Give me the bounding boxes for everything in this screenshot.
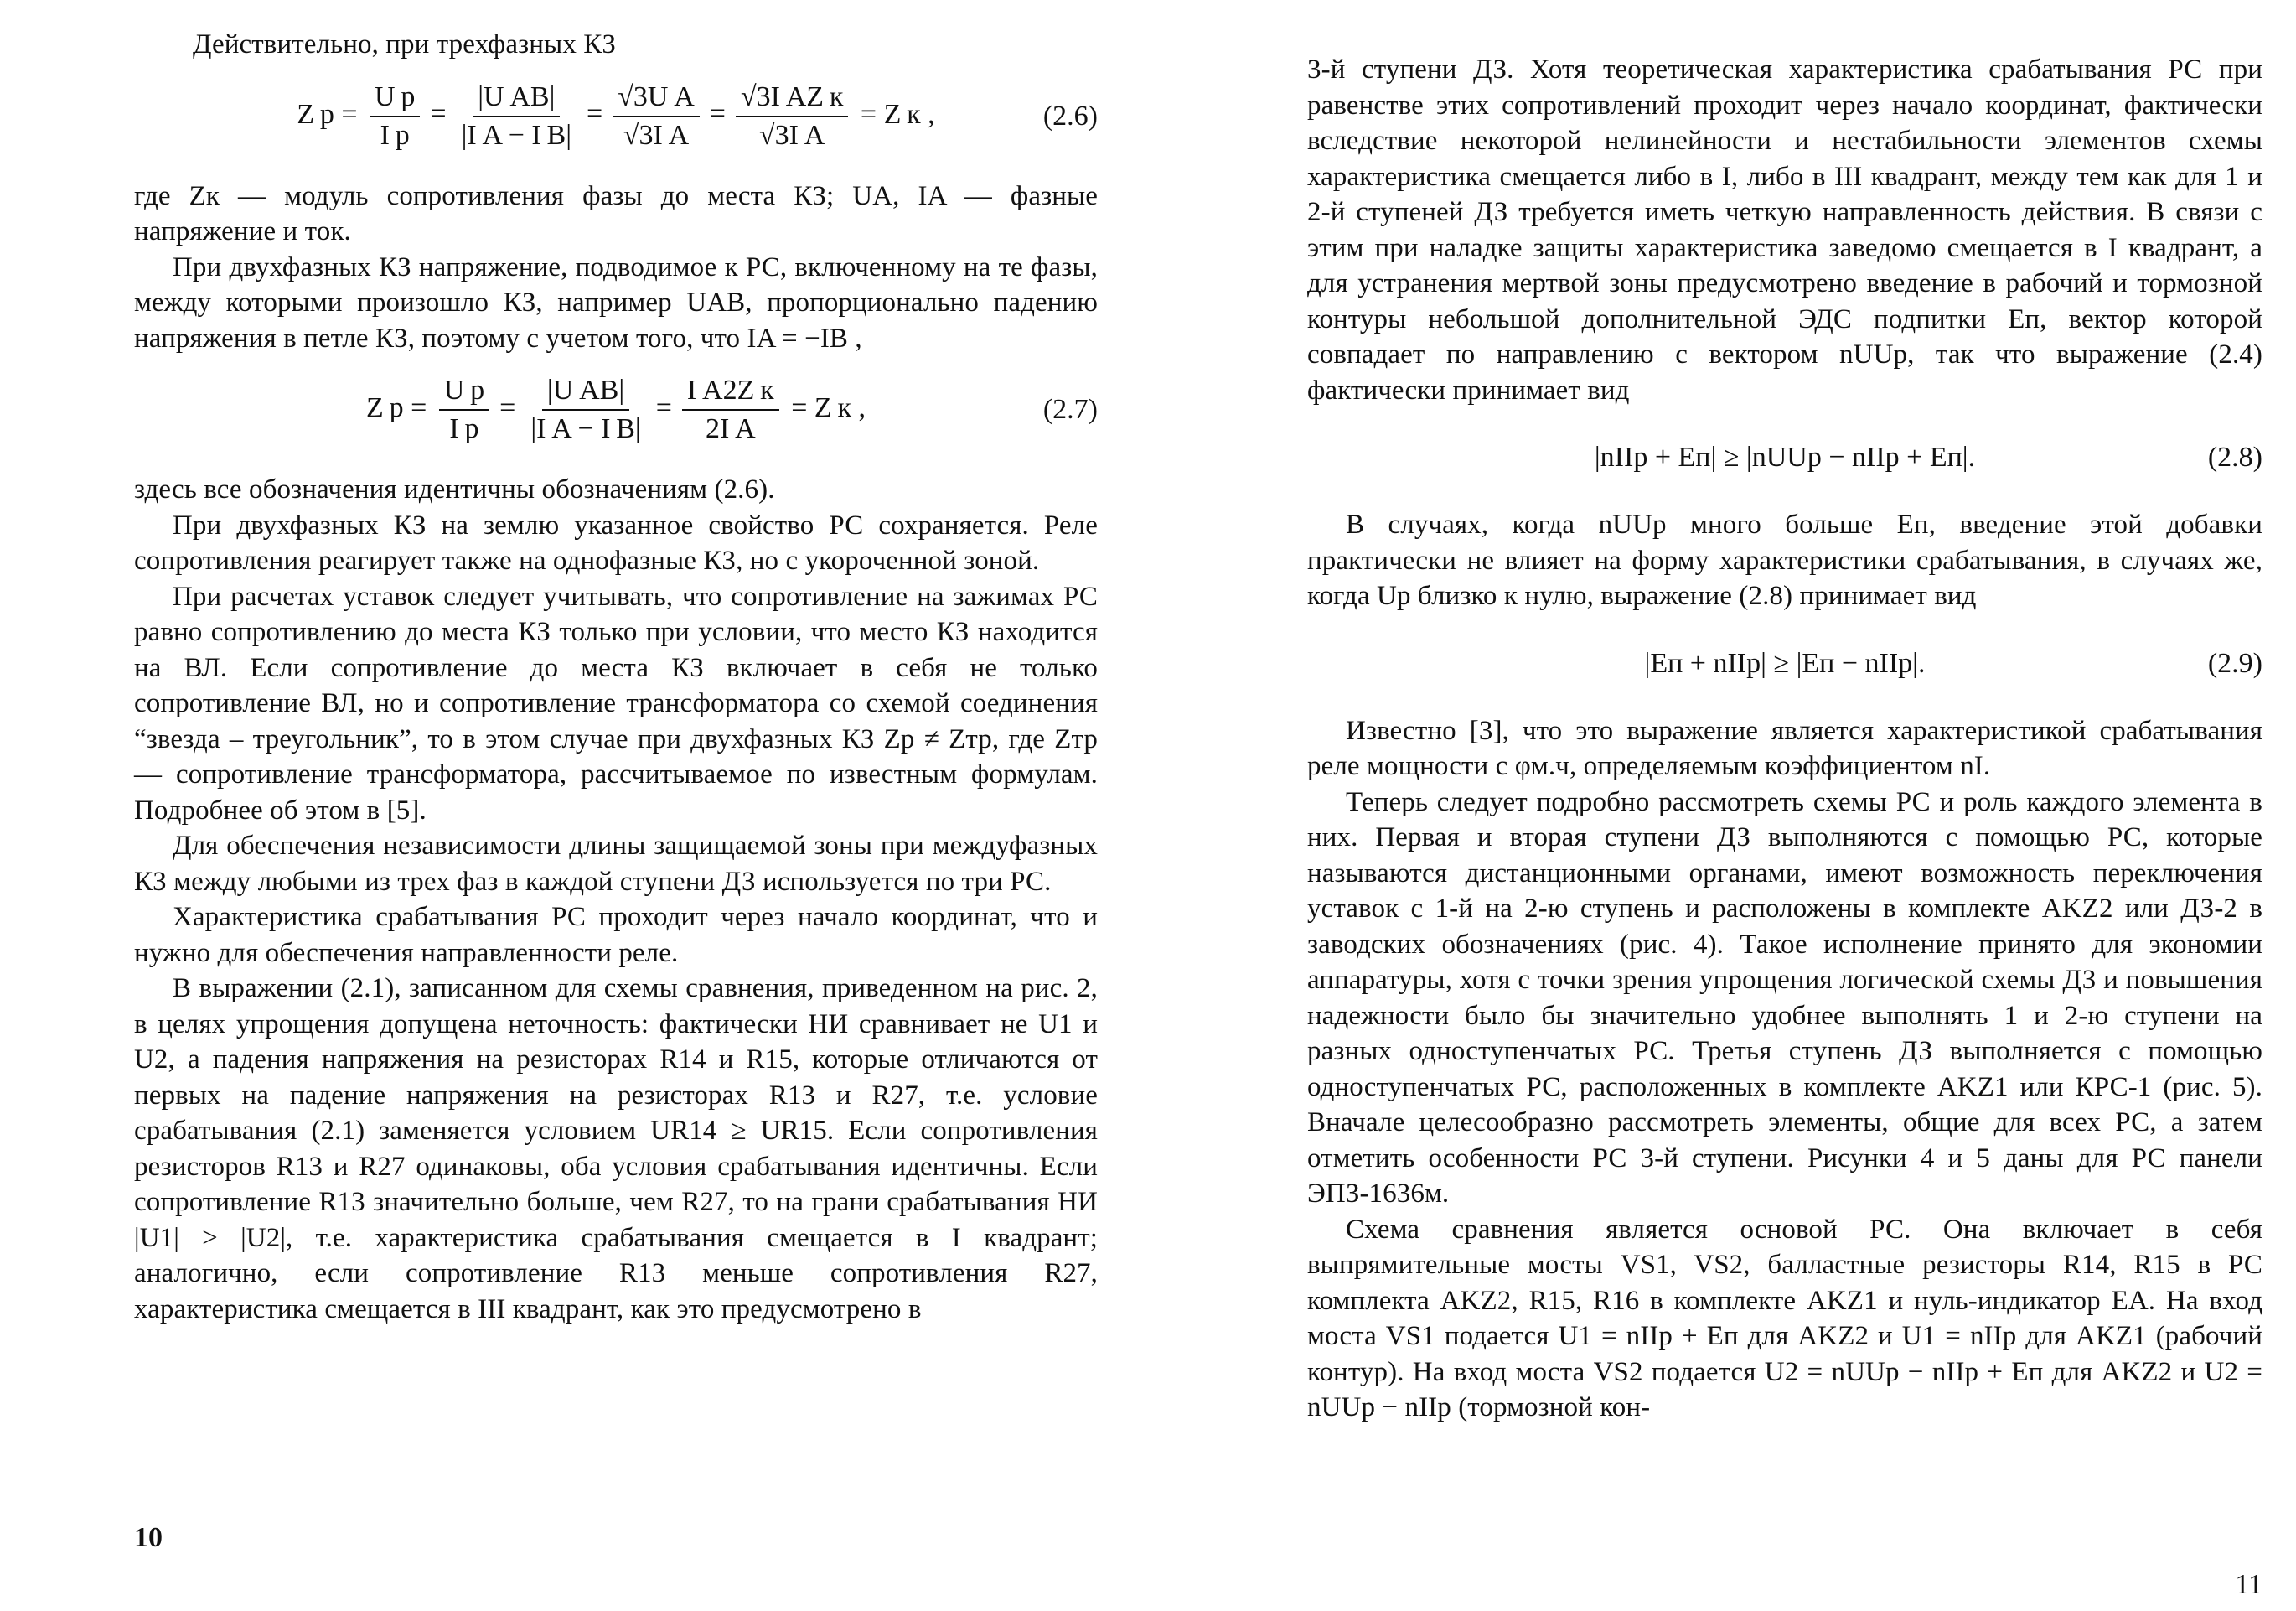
equation-2-9: |Eп + nIIр| ≥ |Eп − nIIр|. (2.9) bbox=[1644, 647, 2262, 679]
paragraph: Для обеспечения независимости длины защищаемой зоны при междуфазных КЗ между любыми из трех фаз в каждой ступени ДЗ используется по три РС. bbox=[134, 831, 1098, 897]
paragraph: При двухфазных КЗ на землю указанное свойство РС сохраняется. Реле сопротивления реагирует также на однофазные КЗ, но с укороченной зоной. bbox=[134, 510, 1098, 576]
equation-2-7: Z р = $\frac{\text{U р}}{\text{I р}}$ = $\frac{\text{|U AB|}}{\text{|I A − I B|}}$ = $\frac{\text{I A2Z к}}{\text{2I A}}$ = Z к , (2.7) bbox=[366, 375, 1098, 444]
equation-number: (2.7) bbox=[1042, 394, 1098, 425]
left-page bbox=[134, 0, 1098, 1611]
paragraph: Характеристика срабатывания РС проходит через начало координат, что и нужно для обеспечения направленности реле. bbox=[134, 902, 1098, 968]
paragraph: где Zк — модуль сопротивления фазы до места КЗ; UA, IA — фазные напряжение и ток. bbox=[134, 180, 1098, 246]
page-number-left: 10 bbox=[134, 1522, 163, 1553]
paragraph: При двухфазных КЗ напряжение, подводимое к РС, включенному на те фазы, между которыми произошло КЗ, например UAB, пропорционально падению напряжения в петле КЗ, поэтому с учетом того, что IA = −IB , bbox=[134, 251, 1098, 354]
paragraph: В выражении (2.1), записанном для схемы сравнения, приведенном на рис. 2, в целях упрощения допущена неточность: фактически НИ сравнивает не U1 и U2, а падения напряжения на резисторах R14 и R15, которые отличаются от первых на падение напряжения на резисторах R13 и R27, т.е. условие срабатывания (2.1) заменяется условием UR14 ≥ UR15. Если сопротивления резисторов R13 и R27 одинаковы, оба условия срабатывания идентичны. Если сопротивление R13 значительно больше, чем R27, то на грани срабатывания НИ |U1| > |U2|, т.е. характеристика срабатывания смещается в I квадрант; аналогично, если сопротивление R13 меньше сопротивления R27, характеристика смещается в III квадрант, как это предусмотрено в bbox=[134, 973, 1098, 1324]
equation-2-8: |nIIр + Eп| ≥ |nUUр − nIIр + Eп|. (2.8) bbox=[1594, 442, 2262, 473]
paragraph: Схема сравнения является основой РС. Она включает в себя выпрямительные мосты VS1, VS2, балластные резисторы R14, R15 в РС комплекта AKZ2, R15, R16 в комплекте AKZ1 и нуль-индикатор EA. На вход моста VS1 подается U1 = nIIр + Eп для AKZ2 и U1 = nIIр для AKZ1 (рабочий контур). На вход моста VS2 подается U2 = nUUр − nIIр + Eп для AKZ2 и U2 = nUUр − nIIр (тормозной кон- bbox=[1307, 1214, 2262, 1422]
paragraph: Теперь следует подробно рассмотреть схемы РС и роль каждого элемента в них. Первая и вторая ступени ДЗ выполняются с помощью РС, которые называются дистанционными органами, имеют возможность переключения уставок с 1-й на 2-ю ступень и расположены в комплекте AKZ2 или ДЗ-2 в заводских обозначениях (рис. 4). Такое исполнение принято для экономии аппаратуры, хотя с точки зрения упрощения логической схемы ДЗ и повышения надежности было бы значительно удобнее выполнять 1 и 2-ю ступени на разных одноступенчатых РС. Третья ступень ДЗ выполняется с помощью одноступенчатых РС, расположенных в комплекте AKZ1 или КРС-1 (рис. 5). Вначале целесообразно рассмотреть элементы, общие для всех РС, а затем отметить особенности РС 3-й ступени. Рисунки 4 и 5 даны для РС панели ЭПЗ-1636м. bbox=[1307, 786, 2262, 1209]
equation-number: (2.8) bbox=[2207, 442, 2262, 473]
equation-number: (2.9) bbox=[2207, 647, 2262, 679]
equation-number: (2.6) bbox=[1042, 100, 1098, 132]
paragraph: В случаях, когда nUUр много больше Eп, введение этой добавки практически не влияет на форму характеристики срабатывания, в случаях же, когда Uр близко к нулю, выражение (2.8) принимает вид bbox=[1307, 510, 2262, 611]
paragraph: здесь все обозначения идентичны обозначениям (2.6). bbox=[134, 474, 775, 505]
paragraph: При расчетах уставок следует учитывать, что сопротивление на зажимах РС равно сопротивлению до места КЗ только при условии, что место КЗ находится на ВЛ. Если сопротивление до места КЗ включает в себя не только сопротивление ВЛ, но и сопротивление трансформатора со схемой соединения “звезда – треугольник”, то в этом случае при двухфазных КЗ Zр ≠ Zтр, где Zтр — сопротивление трансформатора, рассчитываемое по известным формулам. Подробнее об этом в [5]. bbox=[134, 581, 1098, 826]
equation-2-6: Z р = $\frac{\text{U р}}{\text{I р}}$ = $\frac{\text{|U AB|}}{\text{|I A − I B|}}$ = $\frac{\text{√3U A}}{\text{√3I A}}$ = $\frac{\text{√3I AZ к}}{\text{√3I A}}$ = Z к , (2.6) bbox=[297, 80, 1098, 151]
right-page bbox=[1307, 0, 2262, 1611]
paragraph: 3-й ступени ДЗ. Хотя теоретическая характеристика срабатывания РС при равенстве этих сопротивлений проходит через начало координат, фактически вследствие некоторой нелинейности и нестабильности элементов схемы характеристика смещается либо в I, либо в III квадрант, между тем как для 1 и 2-й ступеней ДЗ требуется иметь четкую направленность действия. В связи с этим при наладке защиты характеристика заведомо смещается в I квадрант, а для устранения мертвой зоны предусмотрено введение в рабочий и тормозной контуры небольшой дополнительной ЭДС подпитки Eп, вектор которой совпадает по направлению с вектором nUUр, так что выражение (2.4) фактически принимает вид bbox=[1307, 54, 2262, 406]
paragraph: Известно [3], что это выражение является характеристикой срабатывания реле мощности с φм.ч, определяемым коэффициентом nI. bbox=[1307, 715, 2262, 781]
intro-text: Действительно, при трехфазных КЗ bbox=[193, 29, 617, 60]
page-number-right: 11 bbox=[2235, 1569, 2262, 1600]
